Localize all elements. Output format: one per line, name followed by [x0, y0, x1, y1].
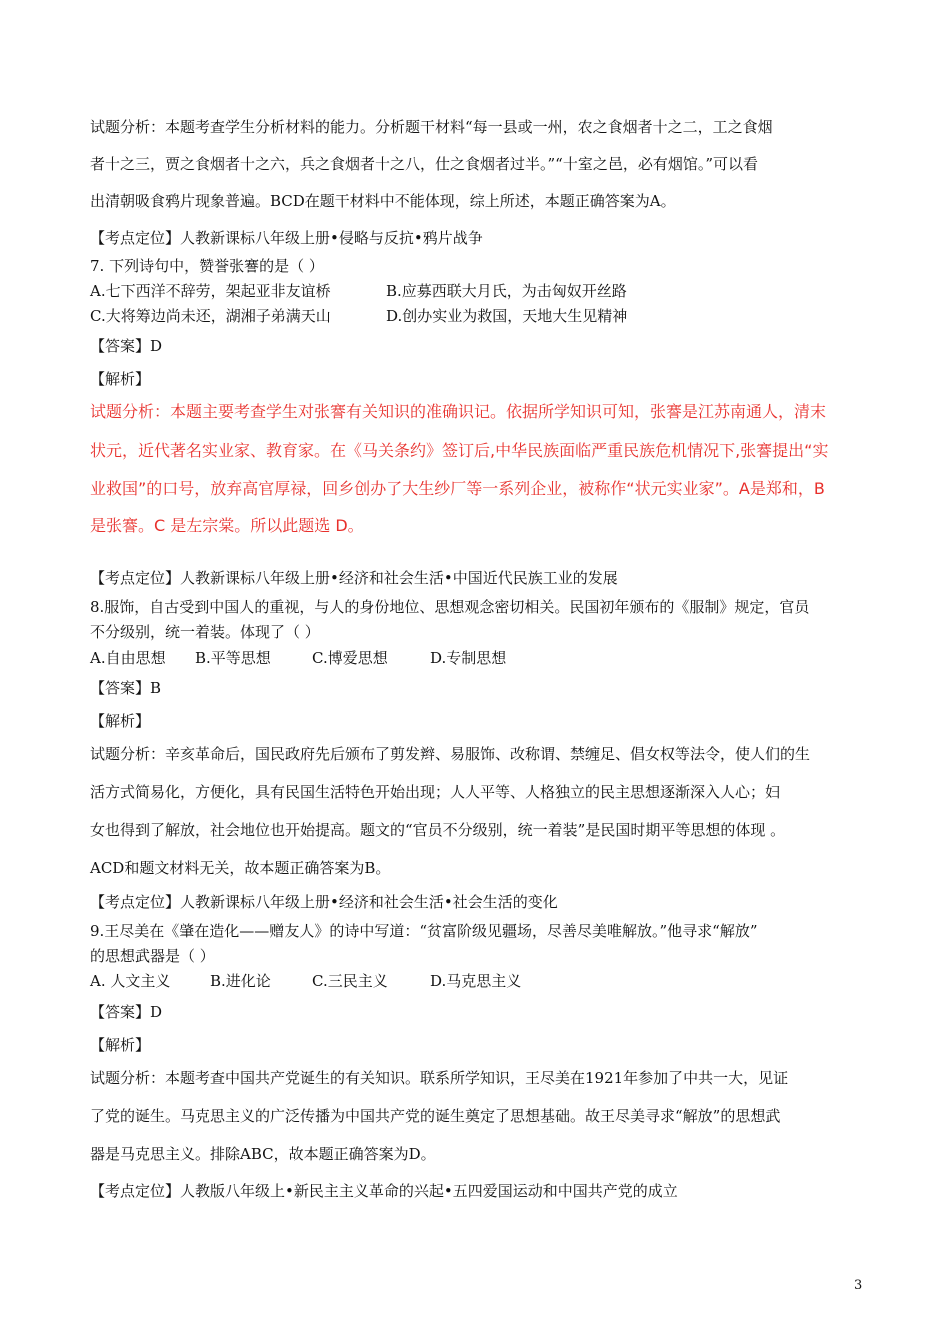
q8-analysis-line-3: 女也得到了解放，社会地位也开始提高。题文的“官员不分级别，统一着装”是民国时期平等思想的体现 。	[90, 821, 786, 839]
q8-answer: 【答案】B	[90, 679, 162, 697]
q9-analysis-line-3: 器是马克思主义。排除ABC，故本题正确答案为D。	[90, 1145, 436, 1163]
q6-kaodian: 【考点定位】人教新课标八年级上册•侵略与反抗•鸦片战争	[90, 229, 483, 247]
q8-option-b: B.平等思想	[195, 649, 271, 667]
q8-option-c: C.博爱思想	[312, 649, 388, 667]
q8-stem-line-2: 不分级别，统一着装。体现了（ ）	[90, 623, 320, 641]
q9-answer: 【答案】D	[90, 1003, 163, 1021]
q7-analysis-line-1: 试题分析：本题主要考查学生对张謇有关知识的准确识记。依据所学知识可知，张謇是江苏南通人，清末	[90, 402, 827, 421]
q7-jiexi-label: 【解析】	[90, 370, 151, 388]
q7-option-b: B.应募西联大月氏，为击匈奴开丝路	[386, 282, 627, 300]
q7-analysis-line-4: 是张謇。C 是左宗棠。所以此题选 D。	[90, 516, 364, 535]
q9-option-a: A. 人文主义	[90, 972, 171, 990]
q7-answer: 【答案】D	[90, 337, 163, 355]
q7-option-a: A.七下西洋不辞劳，架起亚非友谊桥	[90, 282, 331, 300]
q7-option-d: D.创办实业为救国，天地大生见精神	[386, 307, 628, 325]
q6-analysis-line-2: 者十之三，贾之食烟者十之六，兵之食烟者十之八，仕之食烟者过半。”“十室之邑，必有烟馆。”可以看	[90, 155, 759, 173]
q7-analysis-line-2: 状元，近代著名实业家、教育家。在《马关条约》签订后,中华民族面临严重民族危机情况下,张謇提出“实	[90, 441, 829, 460]
q9-kaodian: 【考点定位】人教版八年级上•新民主主义革命的兴起•五四爱国运动和中国共产党的成立	[90, 1182, 678, 1200]
q7-analysis-line-3: 业救国”的口号，放弃高官厚禄，回乡创办了大生纱厂等一系列企业，被称作“状元实业家”。A是郑和，B	[90, 479, 825, 498]
q9-jiexi-label: 【解析】	[90, 1036, 151, 1054]
q8-jiexi-label: 【解析】	[90, 712, 151, 730]
q9-option-b: B.进化论	[210, 972, 271, 990]
q8-kaodian: 【考点定位】人教新课标八年级上册•经济和社会生活•社会生活的变化	[90, 893, 558, 911]
q8-analysis-line-1: 试题分析：辛亥革命后，国民政府先后颁布了剪发辫、易服饰、改称谓、禁缠足、倡女权等法令，使人们的生	[90, 745, 811, 763]
q8-analysis-line-2: 活方式简易化，方便化，具有民国生活特色开始出现；人人平等、人格独立的民主思想逐渐深入人心；妇	[90, 783, 781, 801]
q7-option-c: C.大将筹边尚未还，湖湘子弟满天山	[90, 307, 331, 325]
q6-analysis-line-1: 试题分析：本题考查学生分析材料的能力。分析题干材料“每一县或一州，农之食烟者十之二，工之食烟	[90, 118, 773, 136]
q9-stem-line-2: 的思想武器是（ ）	[90, 947, 215, 965]
page-number: 3	[854, 1278, 863, 1293]
q7-kaodian: 【考点定位】人教新课标八年级上册•经济和社会生活•中国近代民族工业的发展	[90, 569, 618, 587]
q9-analysis-line-2: 了党的诞生。马克思主义的广泛传播为中国共产党的诞生奠定了思想基础。故王尽美寻求“解放”的思想武	[90, 1107, 781, 1125]
q9-option-d: D.马克思主义	[430, 972, 522, 990]
q6-analysis-line-3: 出清朝吸食鸦片现象普遍。BCD在题干材料中不能体现，综上所述，本题正确答案为A。	[90, 192, 676, 210]
q8-option-a: A.自由思想	[90, 649, 166, 667]
q9-option-c: C.三民主义	[312, 972, 388, 990]
q9-analysis-line-1: 试题分析：本题考查中国共产党诞生的有关知识。联系所学知识，王尽美在1921年参加了中共一大，见证	[90, 1069, 789, 1087]
q7-stem: 7. 下列诗句中，赞誉张謇的是（ ）	[90, 257, 324, 275]
q8-stem-line-1: 8.服饰，自古受到中国人的重视，与人的身份地位、思想观念密切相关。民国初年颁布的《服制》规定，官员	[90, 598, 810, 616]
q8-option-d: D.专制思想	[430, 649, 507, 667]
q8-analysis-line-4: ACD和题文材料无关，故本题正确答案为B。	[90, 859, 391, 877]
q9-stem-line-1: 9.王尽美在《肇在造化——赠友人》的诗中写道：“贫富阶级见疆场，尽善尽美唯解放。”他寻求“解放”	[90, 922, 758, 940]
